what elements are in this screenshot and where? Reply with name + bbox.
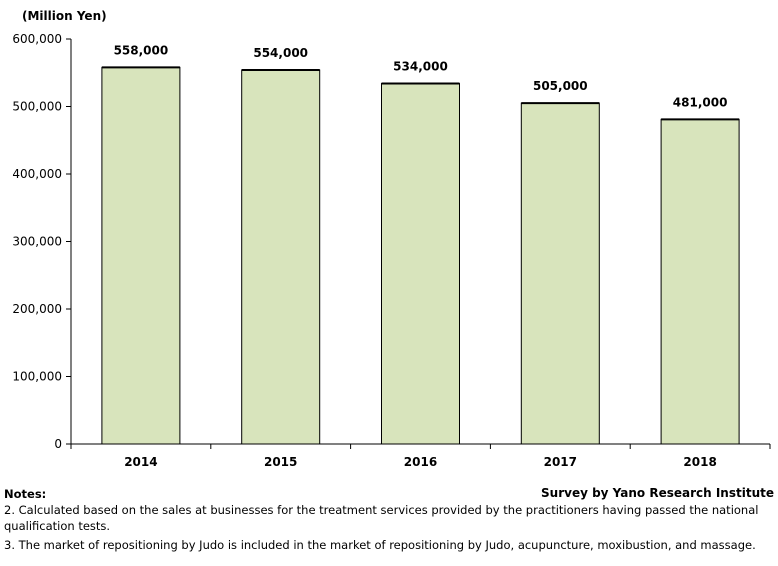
bar xyxy=(242,70,320,444)
data-label: 481,000 xyxy=(672,95,728,110)
y-tick-label: 200,000 xyxy=(12,302,62,316)
bar xyxy=(102,67,180,444)
y-tick-label: 100,000 xyxy=(12,369,62,384)
x-tick-label: 2015 xyxy=(263,455,298,469)
data-label: 554,000 xyxy=(253,46,309,61)
bars xyxy=(102,67,739,444)
x-tick-label: 2017 xyxy=(543,455,578,469)
bar xyxy=(521,103,599,444)
bar xyxy=(382,84,460,444)
source-credit: Survey by Yano Research Institute xyxy=(541,486,774,500)
y-tick-label: 0 xyxy=(54,437,62,451)
y-tick-label: 600,000 xyxy=(12,32,62,46)
data-label: 534,000 xyxy=(393,59,448,74)
data-label: 505,000 xyxy=(532,79,588,94)
y-axis xyxy=(12,32,71,451)
note-3: 3. The market of repositioning by Judo is included in the market of repositioning by Judo, acupuncture, moxibustion, and massage. xyxy=(4,538,756,552)
x-tick-label: 2016 xyxy=(403,455,438,469)
bar xyxy=(661,119,739,444)
y-axis-unit-label: (Million Yen) xyxy=(22,9,107,23)
note-2: 2. Calculated based on the sales at businesses for the treatment services provided by the practitioners having passed the national qualification tests. xyxy=(4,503,759,533)
data-label: 558,000 xyxy=(113,43,169,58)
x-tick-label: 2018 xyxy=(683,455,717,469)
x-tick-label: 2014 xyxy=(124,455,158,469)
notes-title: Notes: xyxy=(4,487,47,501)
y-tick-label: 500,000 xyxy=(12,99,62,114)
y-tick-label: 400,000 xyxy=(12,167,62,181)
x-axis xyxy=(71,444,770,469)
y-tick-label: 300,000 xyxy=(12,234,62,249)
